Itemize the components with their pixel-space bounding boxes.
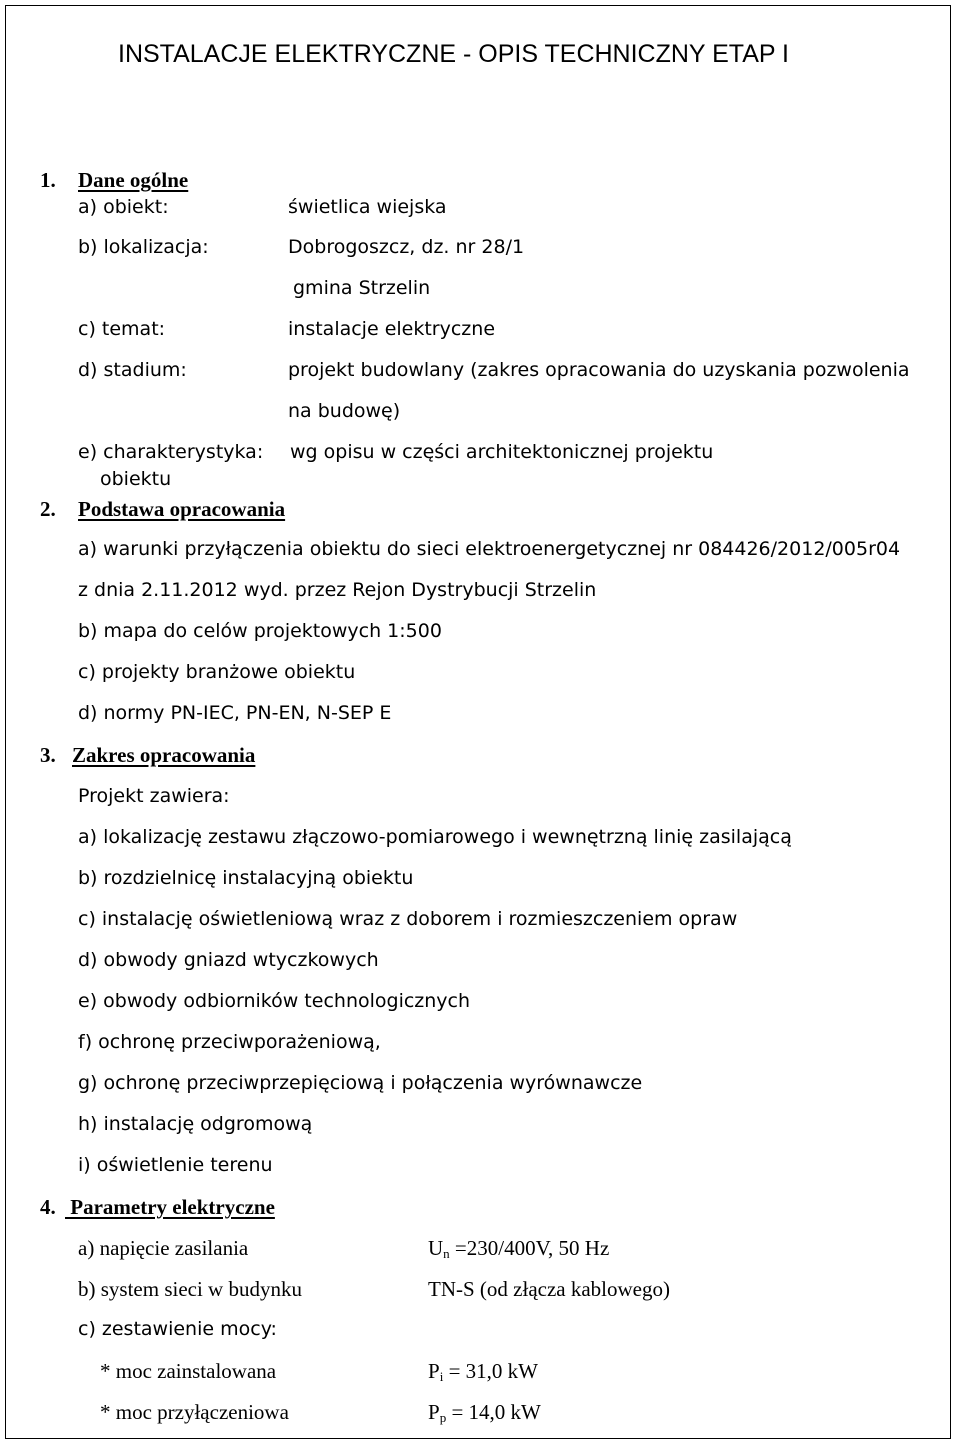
list-item: a) lokalizację zestawu złączowo-pomiarowego i wewnętrzną linię zasilającą [78, 826, 792, 848]
field-label-lokalizacja: b) lokalizacja: [78, 236, 209, 258]
list-item: b) mapa do celów projektowych 1:500 [78, 620, 442, 642]
list-item: e) obwody odbiorników technologicznych [78, 990, 471, 1012]
list-item: c) instalację oświetleniową wraz z doborem i rozmieszczeniem opraw [78, 908, 738, 930]
field-value-stadium-cont: na budowę) [288, 400, 401, 422]
list-item: d) normy PN-IEC, PN-EN, N-SEP E [78, 702, 392, 724]
field-label-stadium: d) stadium: [78, 359, 187, 381]
param-label-moc-przylaczeniowa: * moc przyłączeniowa [100, 1400, 289, 1424]
field-value-stadium: projekt budowlany (zakres opracowania do uzyskania pozwolenia [288, 359, 910, 381]
list-item: i) oświetlenie terenu [78, 1154, 273, 1176]
list-item: h) instalację odgromową [78, 1113, 313, 1135]
field-value-charakterystyka: wg opisu w części architektonicznej projektu [290, 441, 714, 463]
field-value-temat: instalacje elektryczne [288, 318, 496, 340]
list-item: a) warunki przyłączenia obiektu do sieci elektroenergetycznej nr 084426/2012/005r04 [78, 538, 901, 560]
section-4-number: 4. [40, 1195, 56, 1219]
list-item: f) ochronę przeciwporażeniową, [78, 1031, 381, 1053]
field-value-lokalizacja-cont: gmina Strzelin [293, 277, 431, 299]
param-value-napiecie: $U_n =230/400V$, 50 Hz [428, 1236, 610, 1261]
param-label-system: b) system sieci w budynku [78, 1277, 302, 1301]
list-item: b) rozdzielnicę instalacyjną obiektu [78, 867, 414, 889]
list-item: d) obwody gniazd wtyczkowych [78, 949, 379, 971]
field-value-lokalizacja: Dobrogoszcz, dz. nr 28/1 [288, 236, 525, 258]
param-value-system: TN-S (od złącza kablowego) [428, 1277, 670, 1301]
field-value-obiekt: świetlica wiejska [288, 196, 447, 218]
list-item: g) ochronę przeciwprzepięciową i połączenia wyrównawcze [78, 1072, 643, 1094]
list-item: c) projekty branżowe obiektu [78, 661, 356, 683]
section-2-number: 2. [40, 497, 56, 521]
param-label-moc-zainstalowana: * moc zainstalowana [100, 1359, 277, 1383]
param-label-zestawienie: c) zestawienie mocy: [78, 1318, 277, 1340]
section-3-number: 3. [40, 743, 56, 767]
field-label-temat: c) temat: [78, 318, 166, 340]
param-label-napiecie: a) napięcie zasilania [78, 1236, 249, 1260]
field-label-charakterystyka-cont: obiektu [100, 468, 172, 490]
section-1-number: 1. [40, 168, 56, 192]
section-1-heading: Dane ogólne [78, 168, 189, 192]
section-3-intro: Projekt zawiera: [78, 785, 230, 807]
section-2-heading: Podstawa opracowania [78, 497, 286, 521]
section-4-heading: Parametry elektryczne [65, 1195, 275, 1219]
section-3-heading: Zakres opracowania [72, 743, 256, 767]
list-item: z dnia 2.11.2012 wyd. przez Rejon Dystrybucji Strzelin [78, 579, 597, 601]
param-value-moc-przylaczeniowa: $P_p = 14,0$ kW [428, 1400, 541, 1425]
param-value-moc-zainstalowana: $P_i = 31,0$ kW [428, 1359, 538, 1384]
field-label-charakterystyka: e) charakterystyka: [78, 441, 264, 463]
field-label-obiekt: a) obiekt: [78, 196, 169, 218]
document-title: INSTALACJE ELEKTRYCZNE - OPIS TECHNICZNY ETAP I [118, 40, 789, 68]
